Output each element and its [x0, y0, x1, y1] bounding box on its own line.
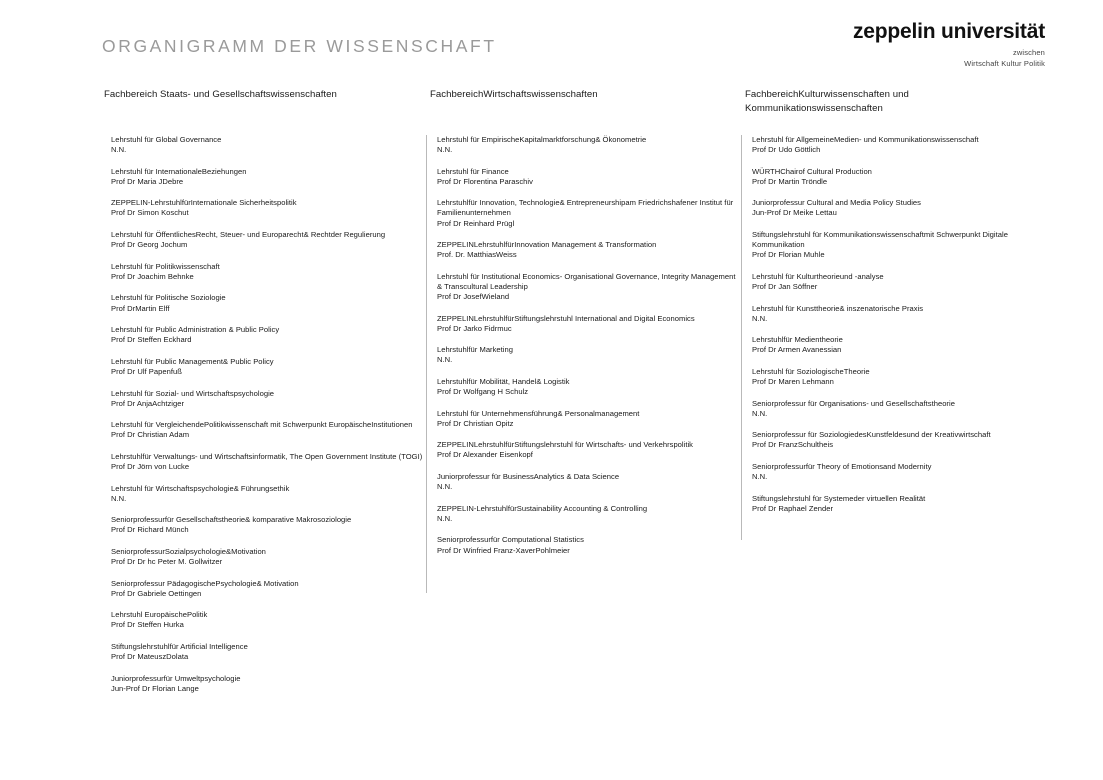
chair-entry — [752, 399, 1047, 419]
chair-holder: Prof Dr Maria JDebre — [111, 176, 184, 186]
chair-holder: Prof Dr Udo Göttlich — [752, 145, 821, 155]
chair-holder: Prof Dr FranzSchultheis — [752, 440, 834, 450]
brand-name: zeppelin universität — [852, 20, 1045, 43]
chair-holder: Prof Dr Reinhard Prügl — [437, 218, 515, 228]
chair-holder: Prof Dr Wolfgang H Schulz — [437, 387, 529, 397]
chair-title: Seniorprofessurfür Computational Statistics — [437, 535, 584, 545]
chair-holder: Jun-Prof Dr Meike Lettau — [752, 208, 837, 218]
chair-entry — [752, 335, 1047, 355]
chair-title: Lehrstuhl für Public Management& Public Policy — [111, 356, 274, 366]
chair-title: Lehrstuhl für EmpirischeKapitalmarktforschung& Ökonometrie — [437, 135, 647, 144]
chair-holder: Prof Dr MateuszDolata — [111, 652, 189, 662]
chair-entry — [752, 367, 1047, 387]
chair-title: ZEPPELINLehrstuhlfürInnovation Management & Transformation — [437, 240, 657, 250]
chair-holder: Prof Dr Jarko Fidrmuc — [437, 323, 512, 333]
chair-entry — [752, 135, 1047, 155]
chair-holder: Prof Dr Christian Adam — [111, 430, 190, 440]
chair-title: Lehrstuhlfür Innovation, Technologie& Entrepreneurshipam Friedrichshafener Institut für Familienunternehmen — [437, 198, 734, 218]
chair-entry — [111, 389, 426, 409]
chair-entry — [437, 472, 742, 492]
chair-holder: N.N. — [437, 482, 453, 492]
chair-title: Lehrstuhl für Public Administration & Public Policy — [111, 325, 280, 335]
chair-title: Stiftungslehrstuhl für Systemeder virtuellen Realität — [752, 493, 926, 503]
chair-entry — [437, 504, 742, 524]
chair-title: Seniorprofessurfür Gesellschaftstheorie& komparative Makrosoziologie — [111, 515, 352, 525]
chair-title: Lehrstuhlfür Marketing — [437, 345, 513, 355]
chair-entry — [111, 325, 426, 345]
chair-holder: N.N. — [752, 472, 768, 482]
chair-title: Seniorprofessurfür Theory of Emotionsand Modernity — [752, 461, 932, 471]
chair-entry — [437, 409, 742, 429]
chair-title: Stiftungslehrstuhlfür Artificial Intelligence — [111, 642, 248, 651]
chair-title: Juniorprofessur Cultural and Media Policy Studies — [752, 198, 921, 208]
chair-entry — [437, 440, 742, 460]
chair-holder: N.N. — [752, 408, 768, 418]
chair-entry — [111, 515, 426, 535]
department-column-wirtschaft — [430, 88, 740, 555]
chair-title: Lehrstuhl für AllgemeineMedien- und Kommunikationswissenschaft — [752, 135, 979, 144]
chair-entry — [111, 547, 426, 567]
chair-holder: Prof Dr Christian Opitz — [437, 418, 514, 428]
chair-holder: Prof Dr Raphael Zender — [752, 503, 834, 513]
page-title: ORGANIGRAMM DER WISSENSCHAFT — [102, 36, 497, 56]
chair-entry — [437, 272, 742, 302]
chair-holder: Prof Dr JosefWieland — [437, 292, 510, 302]
chair-title: Lehrstuhl für Sozial- und Wirtschaftspsychologie — [111, 388, 275, 398]
chair-holder: Prof Dr Gabriele Oettingen — [111, 588, 202, 598]
chair-holder: Prof DrMartin Elff — [111, 303, 170, 313]
chair-holder: N.N. — [752, 313, 768, 323]
chair-holder: Prof Dr Richard Münch — [111, 525, 189, 535]
chair-title: Lehrstuhl für ÖffentlichesRecht, Steuer- und Europarecht& Rechtder Regulierung — [111, 230, 386, 240]
chair-entry — [752, 198, 1047, 218]
chair-title: Lehrstuhl für InternationaleBeziehungen — [111, 166, 247, 176]
chair-title: ZEPPELIN-LehrstuhlfürInternationale Sicherheitspolitik — [111, 198, 297, 208]
chair-title: Lehrstuhl für Kulturtheorieund -analyse — [752, 271, 884, 281]
chair-holder: Prof Dr Steffen Eckhard — [111, 335, 192, 345]
chair-entry — [111, 230, 426, 250]
chair-title: Seniorprofessur für SoziologiedesKunstfeldesund der Kreativwirtschaft — [752, 430, 991, 440]
chair-entry — [111, 452, 426, 472]
chair-list — [752, 135, 1047, 525]
chair-holder: Prof Dr Simon Koschut — [111, 208, 189, 218]
chair-holder: N.N. — [437, 355, 453, 365]
chair-entry — [752, 167, 1047, 187]
chair-holder: Prof Dr Maren Lehmann — [752, 377, 834, 386]
chair-list — [437, 135, 742, 567]
chair-title: Lehrstuhl EuropäischePolitik — [111, 610, 208, 620]
chair-entry — [752, 494, 1047, 514]
chair-title: WÜRTHChairof Cultural Production — [752, 166, 872, 176]
brand-tagline — [853, 48, 1045, 70]
chair-title: Lehrstuhl für Institutional Economics- Organisational Governance, Integrity Management & Transcultural Leadership — [437, 271, 736, 291]
chair-title: Lehrstuhl für Global Governance — [111, 135, 222, 144]
chair-title: Lehrstuhl für Politische Soziologie — [111, 293, 226, 303]
chair-holder: Prof Dr Martin Tröndle — [752, 176, 828, 186]
chair-holder: Prof Dr Georg Jochum — [111, 240, 188, 250]
chair-title: ZEPPELIN-LehrstuhlfürSustainability Accounting & Controlling — [437, 503, 648, 513]
chair-title: Lehrstuhl für VergleichendePolitikwissenschaft mit Schwerpunkt EuropäischeInstitutionen — [111, 420, 413, 430]
chair-title: Lehrstuhl für Finance — [437, 166, 509, 176]
chair-holder: Prof Dr Armen Avanessian — [752, 345, 842, 355]
chair-entry — [111, 579, 426, 599]
chair-entry — [111, 642, 426, 662]
chair-title: Lehrstuhl für Politikwissenschaft — [111, 261, 220, 271]
chair-entry — [111, 484, 426, 504]
chair-holder: Prof Dr Winfried Franz-XaverPohlmeier — [437, 545, 570, 555]
department-column-kultur-kommunikation — [745, 88, 1045, 513]
chair-holder: Prof Dr Florentina Paraschiv — [437, 176, 533, 186]
chair-list — [111, 135, 426, 705]
chair-title: Lehrstuhl für SoziologischeTheorie — [752, 366, 870, 376]
page-header — [0, 0, 1103, 85]
chair-title: Lehrstuhl für Kunsttheorie& inszenatorische Praxis — [752, 303, 924, 313]
chair-entry — [437, 135, 742, 155]
chair-holder: N.N. — [437, 513, 453, 523]
chair-holder: Prof Dr Joachim Behnke — [111, 271, 194, 281]
chair-title: Lehrstuhlfür Mobilität, Handel& Logistik — [437, 377, 570, 386]
chair-entry — [111, 262, 426, 282]
column-divider-2 — [426, 135, 427, 593]
chair-holder: Prof Dr AnjaAchtziger — [111, 398, 185, 408]
chair-title: Seniorprofessur für Organisations- und Gesellschaftstheorie — [752, 398, 955, 408]
brand-logo — [853, 20, 1045, 70]
chair-entry — [437, 314, 742, 334]
chair-entry — [111, 135, 426, 155]
department-column-staats-gesellschaft — [104, 88, 424, 693]
chair-title: Juniorprofessurfür Umweltpsychologie — [111, 673, 241, 683]
chair-entry — [752, 462, 1047, 482]
column-heading: FachbereichWirtschaftswissenschaften — [430, 89, 598, 100]
chair-title: ZEPPELINLehrstuhlfürStiftungslehrstuhl für Wirtschafts- und Verkehrspolitik — [437, 440, 693, 450]
chair-holder: Prof Dr Alexander Eisenkopf — [437, 450, 533, 460]
chair-holder: Prof Dr Jörn von Lucke — [111, 461, 190, 471]
chair-holder: Prof Dr Florian Muhle — [752, 250, 825, 260]
column-heading: Fachbereich Staats- und Gesellschaftswissenschaften — [104, 89, 337, 100]
chair-entry — [437, 535, 742, 555]
chair-entry — [437, 198, 742, 228]
chair-entry — [437, 240, 742, 260]
chair-entry — [437, 167, 742, 187]
chair-entry — [111, 293, 426, 313]
chair-title: Stiftungslehrstuhl für Kommunikationswissenschaftmit Schwerpunkt Digitale Kommunikation — [752, 230, 1008, 250]
chair-entry — [111, 167, 426, 187]
chair-title: SeniorprofessurSozialpsychologie&Motivation — [111, 546, 266, 556]
chair-title: Juniorprofessur für BusinessAnalytics & Data Science — [437, 472, 620, 482]
chair-entry — [111, 357, 426, 377]
brand-tagline-line-2: Wirtschaft Kultur Politik — [964, 58, 1045, 68]
chair-entry — [752, 304, 1047, 324]
chair-holder: N.N. — [111, 493, 127, 503]
chair-entry — [752, 230, 1047, 260]
chair-holder: Jun-Prof Dr Florian Lange — [111, 683, 199, 693]
chair-entry — [437, 345, 742, 365]
chair-title: Lehrstuhlfür Medientheorie — [752, 335, 843, 345]
chair-holder: Prof Dr Dr hc Peter M. Gollwitzer — [111, 557, 223, 567]
chair-title: Lehrstuhlfür Verwaltungs- und Wirtschaftsinformatik, The Open Government Institute (TOGI) — [111, 451, 423, 461]
chair-holder: N.N. — [111, 145, 127, 155]
chair-entry — [437, 377, 742, 397]
chair-entry — [111, 198, 426, 218]
chair-title: ZEPPELINLehrstuhlfürStiftungslehrstuhl International and Digital Economics — [437, 313, 695, 323]
chair-title: Seniorprofessur PädagogischePsychologie& Motivation — [111, 578, 299, 588]
chair-holder: Prof Dr Jan Söffner — [752, 281, 818, 291]
chair-holder: Prof Dr Ulf Papenfuß — [111, 366, 182, 376]
chair-title: Lehrstuhl für Wirtschaftspsychologie& Führungsethik — [111, 483, 290, 493]
chair-title: Lehrstuhl für Unternehmensführung& Personalmanagement — [437, 408, 640, 418]
chair-entry — [111, 420, 426, 440]
brand-tagline-line-1: zwischen — [1012, 48, 1045, 58]
chair-holder: N.N. — [437, 145, 453, 155]
chair-entry — [752, 430, 1047, 450]
chair-holder: Prof. Dr. MatthiasWeiss — [437, 250, 517, 260]
chair-entry — [752, 272, 1047, 292]
chair-entry — [111, 610, 426, 630]
chair-entry — [111, 674, 426, 694]
chair-holder: Prof Dr Steffen Hurka — [111, 620, 184, 630]
column-heading: FachbereichKulturwissenschaften und Kommunikationswissenschaften — [745, 89, 909, 114]
